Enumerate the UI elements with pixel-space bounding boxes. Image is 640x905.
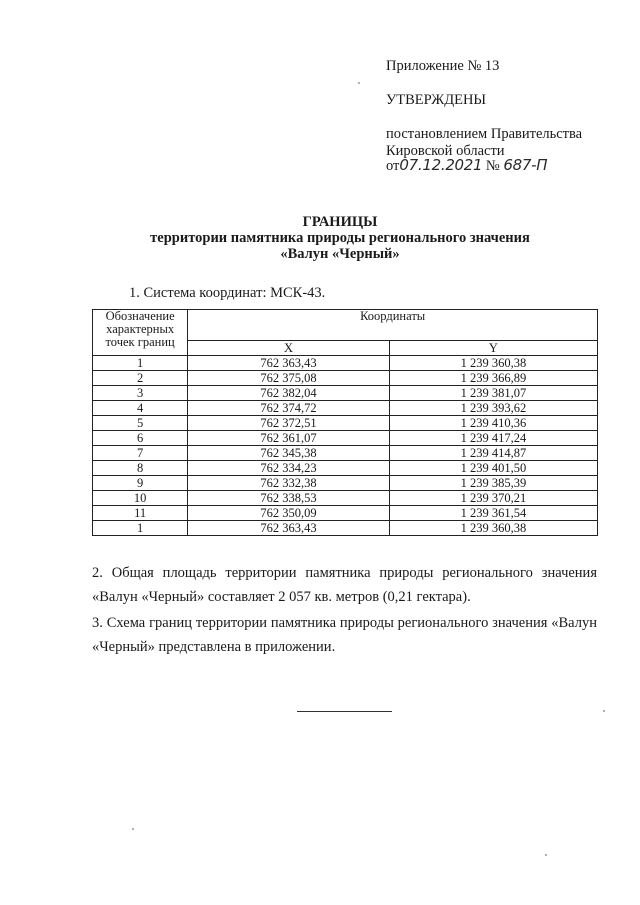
point-cell: 1: [93, 521, 188, 536]
y-cell: 1 239 360,38: [389, 356, 597, 371]
x-cell: 762 382,04: [188, 386, 389, 401]
decree-line-2: Кировской области: [386, 143, 505, 159]
table-row: [93, 476, 598, 491]
table-row: [93, 446, 598, 461]
number-prefix: №: [485, 158, 500, 174]
scan-speck: [132, 828, 134, 830]
table-row: [93, 506, 598, 521]
section-2-text: 2. Общая площадь территории памятника природы регионального значения «Валун «Черный» составляет 2 057 кв. метров (0,21 гектара).: [92, 565, 597, 605]
point-cell: 4: [93, 401, 188, 416]
point-cell: 1: [93, 356, 188, 371]
table-row: [93, 521, 598, 536]
coordinates-table: [92, 309, 598, 536]
y-cell: 1 239 410,36: [389, 416, 597, 431]
coordinates-table-body: [93, 356, 598, 536]
x-cell: 762 338,53: [188, 491, 389, 506]
header-y: Y: [389, 341, 597, 356]
y-cell: 1 239 370,21: [389, 491, 597, 506]
x-cell: 762 372,51: [188, 416, 389, 431]
document-title: ГРАНИЦЫ: [302, 214, 378, 230]
point-cell: 8: [93, 461, 188, 476]
table-row: [93, 461, 598, 476]
x-cell: 762 350,09: [188, 506, 389, 521]
table-row: [93, 416, 598, 431]
decree-date-number: [386, 157, 547, 175]
header-points: Обозначение характерных точек границ: [93, 310, 188, 356]
x-cell: 762 345,38: [188, 446, 389, 461]
handwritten-number: 687-П: [503, 156, 548, 174]
point-cell: 5: [93, 416, 188, 431]
x-cell: 762 374,72: [188, 401, 389, 416]
point-cell: 7: [93, 446, 188, 461]
header-x: X: [188, 341, 389, 356]
approved-label: УТВЕРЖДЕНЫ: [386, 92, 487, 108]
y-cell: 1 239 366,89: [389, 371, 597, 386]
section-3-text: 3. Схема границ территории памятника природы регионального значения «Валун «Черный» представлена в приложении.: [92, 615, 597, 655]
x-cell: 762 332,38: [188, 476, 389, 491]
appendix-label: Приложение № 13: [386, 58, 500, 74]
x-cell: 762 363,43: [188, 521, 389, 536]
y-cell: 1 239 401,50: [389, 461, 597, 476]
table-row: [93, 386, 598, 401]
table-row: [93, 371, 598, 386]
y-cell: 1 239 417,24: [389, 431, 597, 446]
monument-name: «Валун «Черный»: [280, 246, 400, 262]
y-cell: 1 239 393,62: [389, 401, 597, 416]
y-cell: 1 239 381,07: [389, 386, 597, 401]
point-cell: 11: [93, 506, 188, 521]
scan-speck: [603, 710, 605, 712]
point-cell: 9: [93, 476, 188, 491]
y-cell: 1 239 414,87: [389, 446, 597, 461]
table-row: [93, 356, 598, 371]
y-cell: 1 239 385,39: [389, 476, 597, 491]
date-prefix: от: [386, 158, 400, 174]
decree-line-1: постановлением Правительства: [386, 126, 583, 142]
document-subtitle: территории памятника природы регионального значения: [150, 230, 530, 246]
end-divider: [297, 711, 392, 712]
x-cell: 762 375,08: [188, 371, 389, 386]
header-coordinates: Координаты: [188, 310, 598, 341]
point-cell: 2: [93, 371, 188, 386]
y-cell: 1 239 361,54: [389, 506, 597, 521]
handwritten-date: 07.12.2021: [399, 156, 483, 174]
x-cell: 762 361,07: [188, 431, 389, 446]
scan-speck: [545, 854, 547, 856]
table-row: [93, 401, 598, 416]
x-cell: 762 334,23: [188, 461, 389, 476]
table-row: [93, 491, 598, 506]
y-cell: 1 239 360,38: [389, 521, 597, 536]
point-cell: 10: [93, 491, 188, 506]
point-cell: 3: [93, 386, 188, 401]
scan-speck: [358, 82, 360, 84]
section-1-text: 1. Система координат: МСК-43.: [129, 285, 326, 301]
x-cell: 762 363,43: [188, 356, 389, 371]
table-row: [93, 431, 598, 446]
point-cell: 6: [93, 431, 188, 446]
